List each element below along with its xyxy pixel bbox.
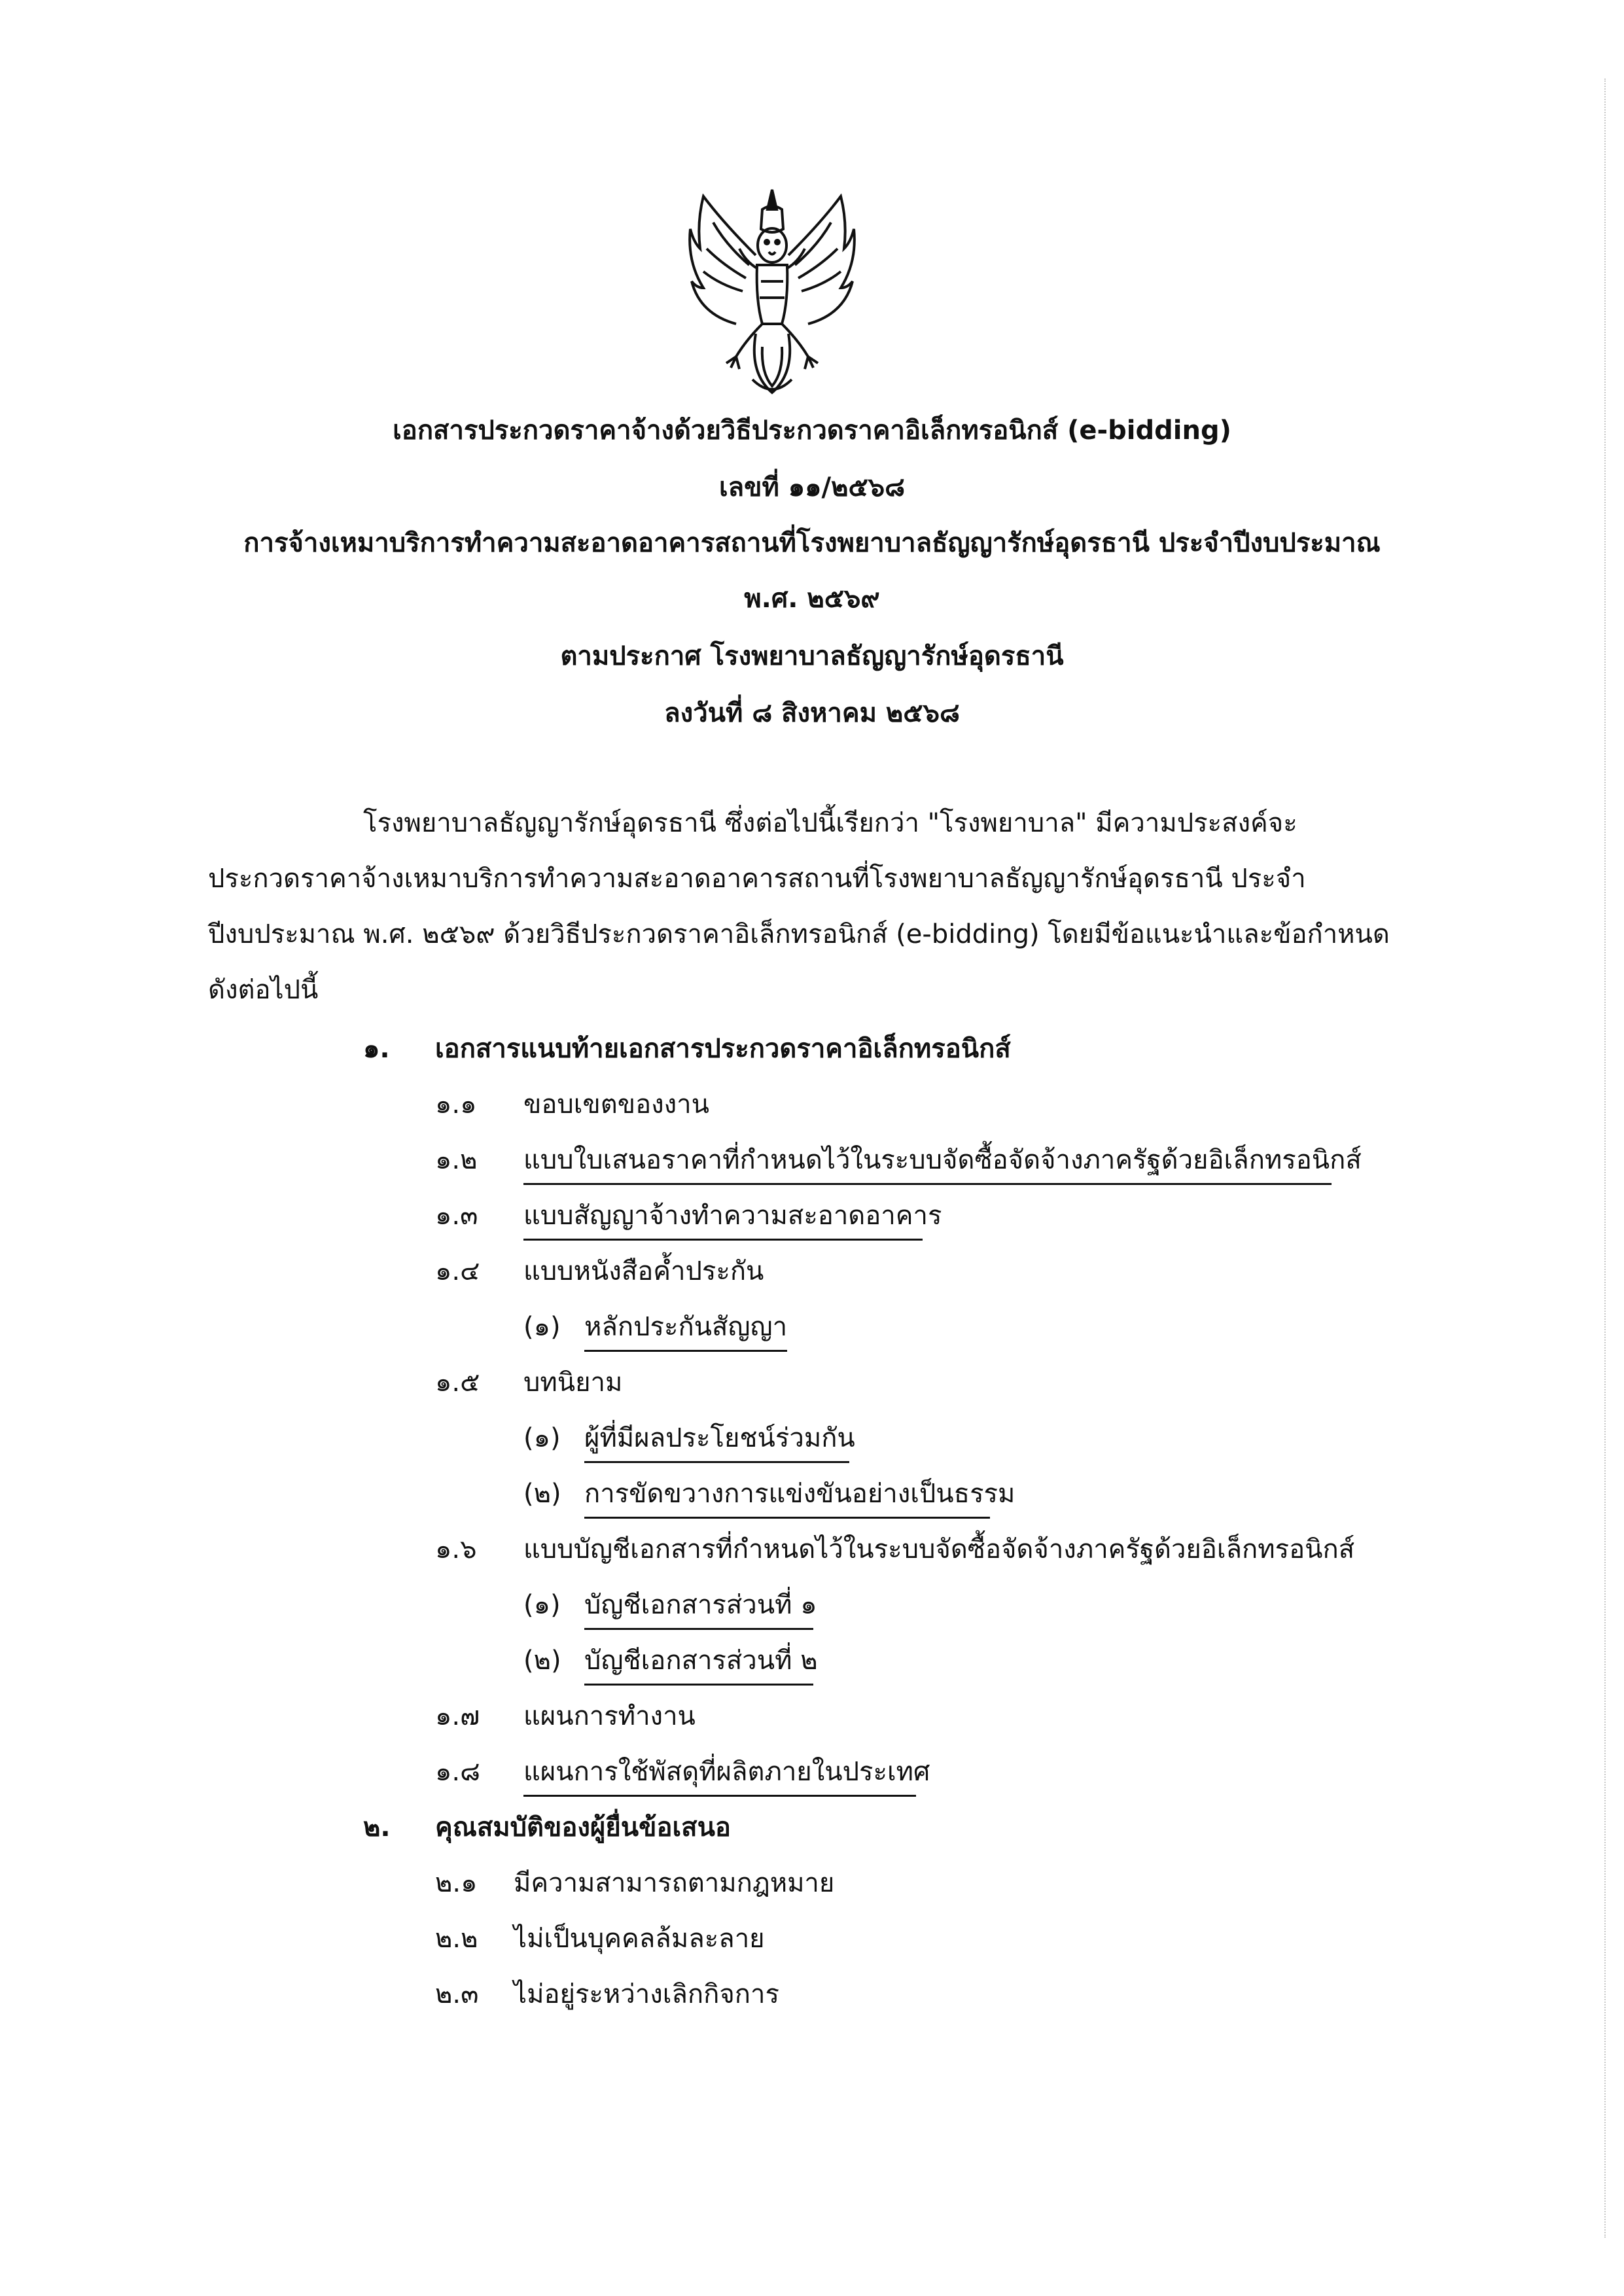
- intro-line-4: ดังต่อไปนี้: [208, 975, 319, 1005]
- subitem-text: หลักประกันสัญญา: [584, 1312, 788, 1342]
- item-text: แผนการใช้พัสดุที่ผลิตภายในประเทศ: [523, 1757, 930, 1787]
- subitem-text: บัญชีเอกสารส่วนที่ ๒: [584, 1646, 818, 1676]
- underline: [523, 1239, 923, 1241]
- section2-title: คุณสมบัติของผู้ยื่นข้อเสนอ: [435, 1812, 731, 1843]
- item-text: แบบหนังสือค้ำประกัน: [523, 1256, 764, 1286]
- item-text: แบบสัญญาจ้างทำความสะอาดอาคาร: [523, 1201, 942, 1231]
- subitem-text: บัญชีเอกสารส่วนที่ ๑: [584, 1590, 817, 1620]
- garuda-emblem-icon: [684, 183, 860, 399]
- announcement-date: ลงวันที่ ๘ สิงหาคม ๒๕๖๘: [664, 698, 960, 728]
- project-title-line2: พ.ศ. ๒๕๖๙: [744, 584, 880, 614]
- item-number: ๑.๓: [435, 1201, 478, 1231]
- subitem-number: (๑): [523, 1312, 561, 1342]
- underline: [523, 1183, 1332, 1185]
- underline: [584, 1684, 813, 1686]
- underline: [584, 1461, 849, 1463]
- subitem-number: (๒): [523, 1646, 561, 1676]
- item-number: ๑.๖: [435, 1534, 477, 1564]
- subitem-number: (๑): [523, 1423, 561, 1453]
- item-number: ๒.๓: [435, 1979, 479, 2009]
- item-text: ไม่อยู่ระหว่างเลิกกิจการ: [514, 1979, 779, 2009]
- subitem-number: (๑): [523, 1590, 561, 1620]
- item-number: ๒.๒: [435, 1924, 478, 1954]
- subitem-text: การขัดขวางการแข่งขันอย่างเป็นธรรม: [584, 1479, 1015, 1509]
- underline: [584, 1350, 787, 1352]
- item-text: ขอบเขตของงาน: [523, 1089, 709, 1120]
- intro-line-2: ประกวดราคาจ้างเหมาบริการทำความสะอาดอาคารสถานที่โรงพยาบาลธัญญารักษ์อุดรธานี ประจำ: [208, 864, 1306, 894]
- document-title: เอกสารประกวดราคาจ้างด้วยวิธีประกวดราคาอิเล็กทรอนิกส์ (e-bidding): [393, 415, 1231, 446]
- underline: [584, 1628, 813, 1630]
- item-number: ๑.๒: [435, 1145, 478, 1175]
- item-number: ๑.๗: [435, 1701, 480, 1731]
- item-text: บทนิยาม: [523, 1368, 623, 1398]
- item-number: ๑.๔: [435, 1256, 480, 1286]
- item-number: ๑.๘: [435, 1757, 480, 1787]
- underline: [584, 1517, 990, 1519]
- item-text: แบบใบเสนอราคาที่กำหนดไว้ในระบบจัดซื้อจัดจ้างภาครัฐด้วยอิเล็กทรอนิกส์: [523, 1145, 1362, 1175]
- section1-title: เอกสารแนบท้ายเอกสารประกวดราคาอิเล็กทรอนิกส์: [435, 1034, 1011, 1064]
- section1-number: ๑.: [363, 1034, 390, 1064]
- document-number: เลขที่ ๑๑/๒๕๖๘: [718, 472, 906, 503]
- item-text: แผนการทำงาน: [523, 1701, 696, 1731]
- subitem-number: (๒): [523, 1479, 561, 1509]
- scan-edge-mark: [1604, 79, 1606, 2238]
- item-number: ๒.๑: [435, 1868, 478, 1898]
- item-text: ไม่เป็นบุคคลล้มละลาย: [514, 1924, 765, 1954]
- underline: [523, 1795, 916, 1797]
- intro-line-3: ปีงบประมาณ พ.ศ. ๒๕๖๙ ด้วยวิธีประกวดราคาอิเล็กทรอนิกส์ (e-bidding) โดยมีข้อแนะนำและข้อกำหนด: [208, 919, 1390, 949]
- section2-number: ๒.: [363, 1812, 391, 1843]
- project-title-line1: การจ้างเหมาบริการทำความสะอาดอาคารสถานที่โรงพยาบาลธัญญารักษ์อุดรธานี ประจำปีงบประมาณ: [243, 528, 1381, 558]
- item-number: ๑.๑: [435, 1089, 477, 1120]
- announcement-line: ตามประกาศ โรงพยาบาลธัญญารักษ์อุดรธานี: [560, 641, 1064, 671]
- subitem-text: ผู้ที่มีผลประโยชน์ร่วมกัน: [584, 1423, 855, 1453]
- item-text: แบบบัญชีเอกสารที่กำหนดไว้ในระบบจัดซื้อจัดจ้างภาครัฐด้วยอิเล็กทรอนิกส์: [523, 1534, 1355, 1564]
- item-number: ๑.๕: [435, 1368, 480, 1398]
- item-text: มีความสามารถตามกฎหมาย: [514, 1868, 835, 1898]
- intro-line-1: โรงพยาบาลธัญญารักษ์อุดรธานี ซึ่งต่อไปนี้เรียกว่า "โรงพยาบาล" มีความประสงค์จะ: [363, 808, 1297, 838]
